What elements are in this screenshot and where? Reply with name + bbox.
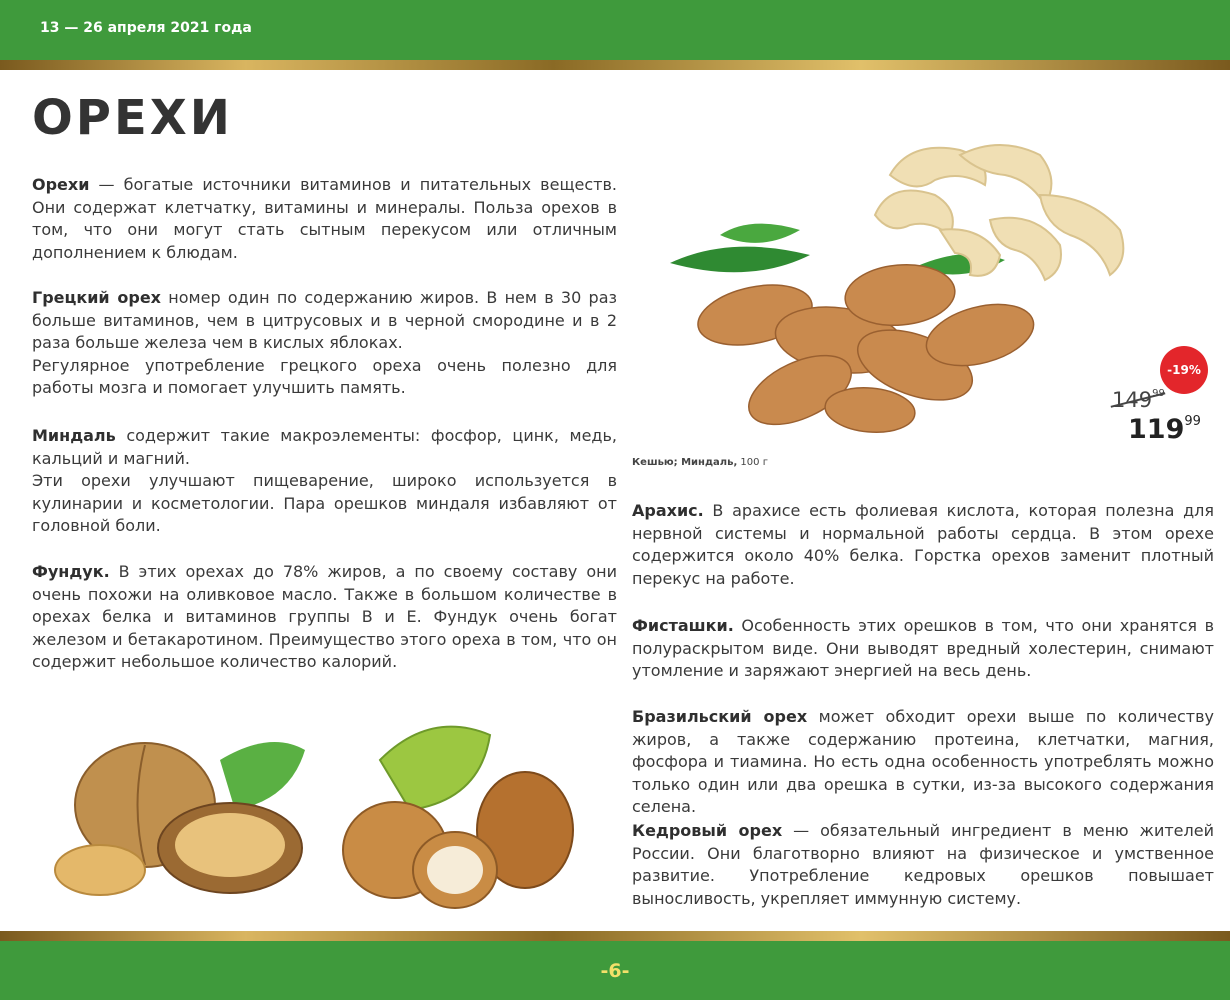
brazil-term: Бразильский орех bbox=[632, 707, 808, 726]
almond-text-2: Эти орехи улучшают пищеварение, широко используется в кулинарии и косметологии. Пара орешков миндаля избавляют от головной боли. bbox=[32, 471, 617, 536]
discount-badge: -19% bbox=[1160, 346, 1208, 394]
hazelnut-paragraph bbox=[32, 561, 617, 674]
intro-term: Орехи bbox=[32, 175, 90, 194]
old-price-decimal: 99 bbox=[1152, 388, 1165, 399]
cedar-term: Кедровый орех bbox=[632, 821, 783, 840]
almond-term: Миндаль bbox=[32, 426, 116, 445]
hazelnut-illustration bbox=[340, 720, 580, 910]
page-number: -6- bbox=[600, 960, 630, 982]
product-caption-weight: 100 г bbox=[737, 457, 768, 468]
old-price bbox=[1112, 388, 1165, 412]
hazelnut-term: Фундук. bbox=[32, 562, 110, 581]
cedar-paragraph bbox=[632, 820, 1214, 910]
brazil-text: может обходит орехи выше по количеству жиров, а также содержанию протеина, клетчатки, магния, фосфора и тиамина. Но есть одна особенность употреблять можно только один или два орешка в сутки, из-за высокого содержания селена. bbox=[632, 707, 1214, 817]
hazelnut-text: В этих орехах до 78% жиров, а по своему составу они очень похожи на оливковое масло. Также в большом количестве в орехах белка и витаминов группы В и Е. Фундук очень богат железом и бетакаротином. Преимущество этого ореха в том, что он содержит небольшое количество калорий. bbox=[32, 562, 617, 672]
new-price bbox=[1128, 414, 1201, 445]
walnut-text: номер один по содержанию жиров. В нем в 30 раз больше витаминов, чем в цитрусовых и в черной смородине и в 2 раза больше железа чем в кислых яблоках. bbox=[32, 288, 618, 353]
pistachio-paragraph bbox=[632, 615, 1214, 683]
cedar-text: — обязательный ингредиент в меню жителей России. Они благотворно влияют на физическое и умственное развитие. Употребление кедровых орешков повышает выносливость, укрепляет иммунную систему. bbox=[632, 821, 1214, 908]
pistachio-text: Особенность этих орешков в том, что они хранятся в полураскрытом виде. Они выводят вредный холестерин, снимают утомление и заряжают энергией на весь день. bbox=[632, 616, 1214, 681]
product-caption-name: Кешью; Миндаль, bbox=[632, 457, 738, 468]
cashew-almond-illustration bbox=[660, 135, 1153, 450]
peanut-term: Арахис. bbox=[632, 501, 704, 520]
almond-paragraph bbox=[32, 425, 617, 538]
peanut-paragraph bbox=[632, 500, 1214, 590]
pistachio-term: Фисташки. bbox=[632, 616, 734, 635]
walnut-text-2: Регулярное употребление грецкого ореха очень полезно для работы мозга и помогает улучшить память. bbox=[32, 355, 617, 398]
footer-gold-stripe bbox=[0, 931, 1230, 941]
walnut-illustration bbox=[50, 730, 320, 905]
promo-date: 13 — 26 апреля 2021 года bbox=[40, 20, 252, 36]
page-title: ОРЕХИ bbox=[32, 90, 233, 146]
peanut-text: В арахисе есть фолиевая кислота, которая полезна для нервной системы и нормальной работы сердца. В этом орехе содержится около 40% белка. Горстка орехов заменит плотный перекус на работе. bbox=[632, 501, 1214, 588]
intro-text: — богатые источники витаминов и питательных веществ. Они содержат клетчатку, витамины и минералы. Польза орехов в том, что они могут стать сытным перекусом или отличным дополнением к блюдам. bbox=[32, 175, 617, 262]
header-gold-stripe bbox=[0, 60, 1230, 70]
product-caption bbox=[632, 457, 768, 468]
old-price-integer: 149 bbox=[1112, 388, 1153, 412]
intro-paragraph bbox=[32, 174, 617, 264]
brazil-paragraph bbox=[632, 706, 1214, 819]
new-price-decimal: 99 bbox=[1184, 414, 1201, 429]
almond-text: содержит такие макроэлементы: фосфор, цинк, медь, кальций и магний. bbox=[32, 426, 617, 468]
walnut-term: Грецкий орех bbox=[32, 288, 162, 307]
walnut-paragraph bbox=[32, 287, 617, 400]
new-price-integer: 119 bbox=[1128, 414, 1185, 445]
